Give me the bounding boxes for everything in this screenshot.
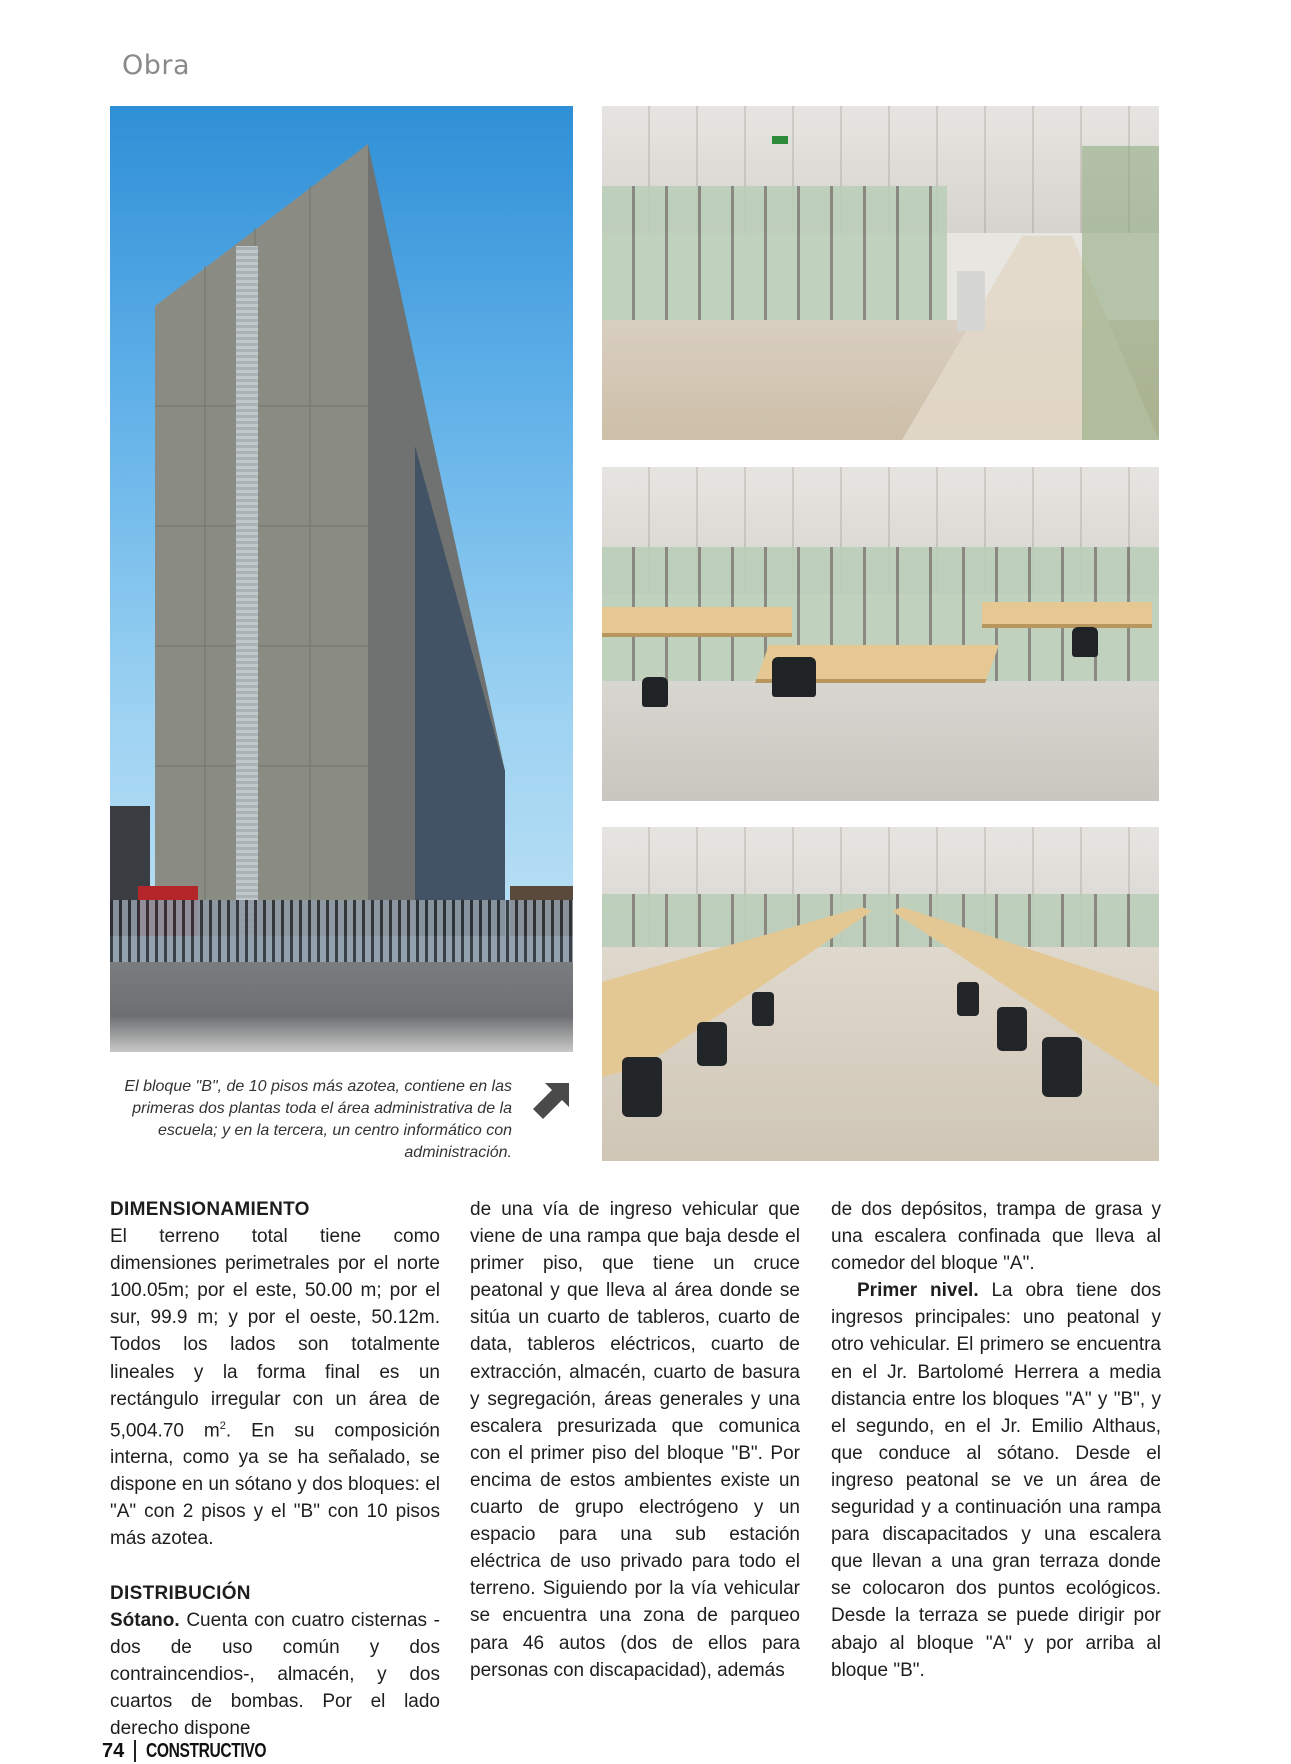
computer-lab-photo bbox=[602, 827, 1159, 1161]
office-chair bbox=[772, 657, 816, 697]
office-chair bbox=[1072, 627, 1098, 657]
office-photo bbox=[602, 467, 1159, 801]
corridor-photo bbox=[602, 106, 1159, 440]
footer-divider bbox=[134, 1740, 136, 1762]
section-heading: DISTRIBUCIÓN bbox=[110, 1582, 251, 1604]
paragraph-text: Cuenta con cuatro cisternas -dos de uso común y dos contraincendios-, almacén, y dos cuartos de bombas. Por el lado derecho dispone bbox=[110, 1609, 440, 1740]
section-label: Obra bbox=[122, 50, 191, 81]
magazine-name: CONSTRUCTIVO bbox=[145, 1739, 266, 1762]
desk bbox=[602, 607, 792, 637]
subsection-lead: Primer nivel. bbox=[857, 1280, 979, 1302]
paragraph-text: El terreno total tiene como dimensiones perimetrales por el norte 100.05m; por el este, 50.00 m; por el sur, 99.9 m; y por el oeste, 50.12m. Todos los lados son totalmente lineales y la forma final es un rectángulo irregular con un área de 5,004.70 m bbox=[110, 1226, 440, 1442]
desk bbox=[982, 602, 1152, 628]
floor bbox=[602, 681, 1159, 801]
building-photo bbox=[110, 106, 573, 1052]
subsection-lead: Sótano. bbox=[110, 1609, 180, 1631]
superscript: 2 bbox=[219, 1419, 226, 1432]
text-column-2 bbox=[470, 1196, 800, 1684]
street bbox=[110, 962, 573, 1052]
perimeter-fence bbox=[110, 900, 573, 962]
paragraph-text: . En su composición interna, como ya se ha señalado, se dispone en un sótano y dos bloques: el "A" con 2 pisos y el "B" con 10 pisos más azotea. bbox=[110, 1420, 440, 1550]
section-heading: DIMENSIONAMIENTO bbox=[110, 1199, 310, 1220]
page-number: 74 bbox=[102, 1739, 125, 1762]
paragraph bbox=[110, 1223, 440, 1552]
photo-caption: El bloque "B", de 10 pisos más azotea, contiene en las primeras dos plantas toda el área administrativa de la escuela; y en la tercera, un centro informático con administración. bbox=[124, 1078, 512, 1161]
arrow-up-right-icon bbox=[533, 1079, 573, 1119]
paragraph bbox=[831, 1277, 1161, 1683]
text-column-1 bbox=[110, 1196, 440, 1742]
office-chair bbox=[642, 677, 668, 707]
page-footer bbox=[102, 1738, 300, 1764]
paragraph-text: La obra tiene dos ingresos principales: uno peatonal y otro vehicular. El primero se encuentra en el Jr. Bartolomé Herrera a media distancia entre los bloques "A" y "B", y el segundo, en el Jr. Emilio Althaus, que conduce al sótano. Desde el ingreso peatonal se ve un área de seguridad y a continuación una rampa para discapacitados y una escalera que llevan a una gran terraza donde se colocaron dos puntos ecológicos. Desde la terraza se puede dirigir por abajo al bloque "A" y por arriba al bloque "B". bbox=[831, 1280, 1161, 1681]
paragraph: de dos depósitos, trampa de grasa y una escalera confinada que lleva al comedor del bloque "A". bbox=[831, 1199, 1161, 1275]
desk-rows bbox=[602, 827, 1159, 1161]
paragraph bbox=[110, 1607, 440, 1742]
corridor-perspective bbox=[602, 106, 1159, 440]
text-column-3 bbox=[831, 1196, 1161, 1684]
paragraph: de una vía de ingreso vehicular que viene de una rampa que baja desde el primer piso, que tiene un cruce peatonal y que lleva al área donde se sitúa un cuarto de tableros, cuarto de data, tableros eléctricos, cuarto de extracción, almacén, cuarto de basura y segregación, áreas generales y una escalera presurizada que comunica con el primer piso del bloque "B". Por encima de estos ambientes existe un cuarto de grupo electrógeno y un espacio para una sub estación eléctrica de uso privado para todo el terreno. Siguiendo por la vía vehicular se encuentra una zona de parqueo para 46 autos (dos de ellos para personas con discapacidad), además bbox=[470, 1199, 800, 1681]
